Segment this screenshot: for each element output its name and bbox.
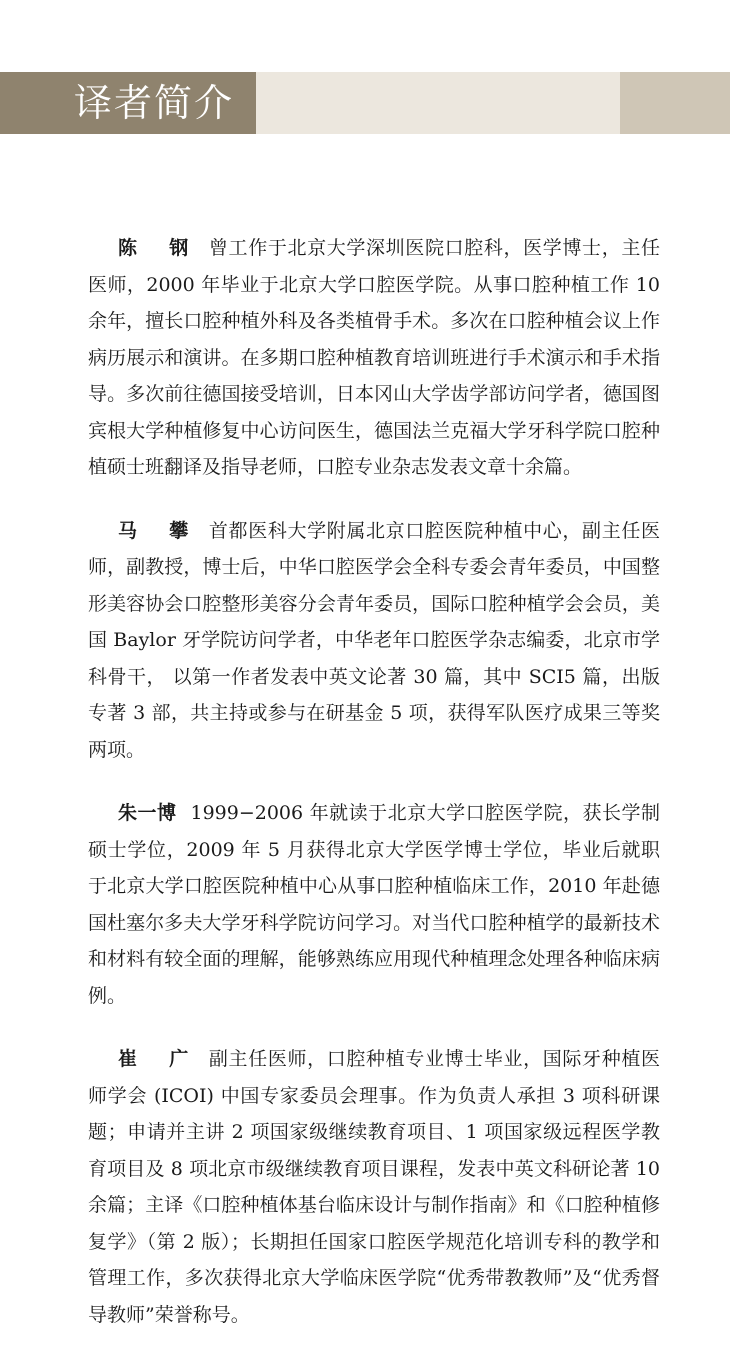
translator-name: 陈 钢 [118, 237, 195, 259]
translator-bio [88, 513, 660, 769]
translator-name: 崔 广 [118, 1048, 195, 1070]
translator-bio-text: 曾工作于北京大学深圳医院口腔科，医学博士，主任医师，2000 年毕业于北京大学口腔医学院。从事口腔种植工作 10 余年，擅长口腔种植外科及各类植骨手术。多次在口腔种植会议上作病历展示和演讲。在多期口腔种植教育培训班进行手术演示和手术指导。多次前往德国接受培训，日本冈山大学齿学部访问学者，德国图宾根大学种植修复中心访问医生，德国法兰克福大学牙科学院口腔种植硕士班翻译及指导老师，口腔专业杂志发表文章十余篇。 [88, 237, 660, 478]
translator-bio-text: 副主任医师，口腔种植专业博士毕业，国际牙种植医师学会 (ICOI) 中国专家委员会理事。作为负责人承担 3 项科研课题；申请并主讲 2 项国家级继续教育项目、1 项国家级远程医学教育项目及 8 项北京市级继续教育项目课程，发表中英文科研论著 10 余篇；主译《口腔种植体基台临床设计与制作指南》和《口腔种植修复学》（第 2 版）；长期担任国家口腔医学规范化培训专科的教学和管理工作，多次获得北京大学临床医学院“优秀带教教师”及“优秀督导教师”荣誉称号。 [88, 1048, 660, 1326]
translator-name: 朱一博 [118, 802, 177, 824]
translator-name: 马 攀 [118, 519, 195, 542]
page-title: 译者简介 [74, 81, 235, 125]
translator-bio-text: 首都医科大学附属北京口腔医院种植中心，副主任医师，副教授，博士后，中华口腔医学会全科专委会青年委员，中国整形美容协会口腔整形美容分会青年委员，国际口腔种植学会会员，美国 Baylor 牙学院访问学者，中华老年口腔医学杂志编委，北京市学科骨干， 以第一作者发表中英文论著 30 篇，其中 SCI5 篇，出版专著 3 部，共主持或参与在研基金 5 项，获得军队医疗成果三等奖两项。 [88, 519, 660, 761]
translator-bios [88, 230, 660, 1360]
translator-bio-text: 1999−2006 年就读于北京大学口腔医学院，获长学制硕士学位，2009 年 5 月获得北京大学医学博士学位，毕业后就职于北京大学口腔医院种植中心从事口腔种植临床工作，2010 年赴德国杜塞尔多夫大学牙科学院访问学习。对当代口腔种植学的最新技术和材料有较全面的理解，能够熟练应用现代种植理念处理各种临床病例。 [88, 802, 660, 1007]
translator-bio [88, 795, 660, 1014]
translator-bio [88, 1041, 660, 1333]
header-accent-block [620, 72, 730, 134]
translator-bio [88, 230, 660, 486]
